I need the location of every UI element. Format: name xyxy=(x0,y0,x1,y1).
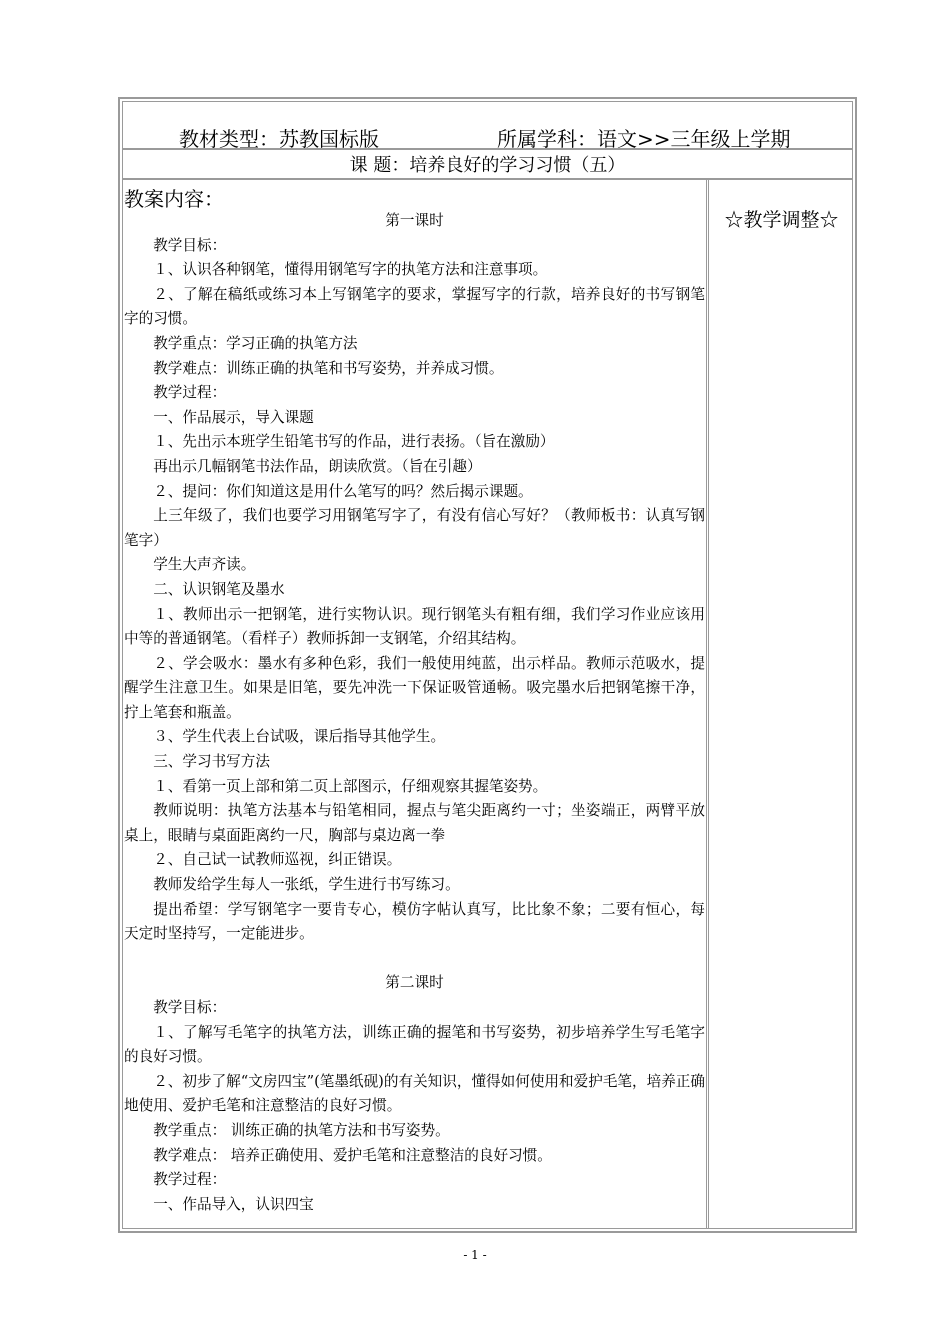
section-heading: 第二课时 xyxy=(385,974,444,992)
section-heading: 第一课时 xyxy=(385,212,444,229)
paragraph: ２、学会吸水：墨水有多种色彩，我们一般使用纯蓝，出示样品。教师示范吸水，提醒学生注意卫生。如果是旧笔，要先冲洗一下保证吸管通畅。吸完墨水后把钢笔擦干净，拧上笔套和瓶盖。 xyxy=(124,654,705,721)
paragraph: 上三年级了，我们也要学习用钢笔写字了，有没有信心写好？（教师板书：认真写钢笔字） xyxy=(124,507,705,549)
paragraph: 学生大声齐读。 xyxy=(153,556,256,574)
paragraph: 再出示几幅钢笔书法作品，朗读欣赏。（旨在引趣） xyxy=(153,457,482,475)
paragraph: 三、学习书写方法 xyxy=(153,753,270,771)
paragraph: 教学目标： xyxy=(153,999,227,1016)
paragraph: 教学过程： xyxy=(153,384,227,402)
paragraph: 教师发给学生每人一张纸，学生进行书写练习。 xyxy=(153,876,460,894)
lesson-plan-body xyxy=(124,209,705,1217)
paragraph: １、认识各种钢笔，懂得用钢笔写字的执笔方法和注意事项。 xyxy=(153,261,548,279)
paragraph: 一、作品导入，认识四宝 xyxy=(153,1195,314,1213)
textbook-type: 教材类型：苏教国标版 xyxy=(179,127,379,151)
paragraph: 教学目标： xyxy=(153,236,227,254)
teaching-adjustment-label: ☆教学调整☆ xyxy=(724,209,839,231)
column-divider xyxy=(706,180,709,1229)
paragraph: ２、了解在稿纸或练习本上写钢笔字的要求，掌握写字的行款，培养良好的书写钢笔字的习惯。 xyxy=(124,285,705,328)
header-row xyxy=(122,101,853,150)
paragraph: 提出希望：学写钢笔字一要肯专心，模仿字帖认真写，比比象不象；二要有恒心，每天定时坚持写，一定能进步。 xyxy=(124,900,705,943)
paragraph xyxy=(124,947,705,972)
lesson-title: 课 题：培养良好的学习习惯（五） xyxy=(122,152,853,180)
paragraph: 二、认识钢笔及墨水 xyxy=(153,580,285,598)
paragraph: 教学重点：学习正确的执笔方法 xyxy=(153,334,358,352)
paragraph: 教学难点： 培养正确使用、爱护毛笔和注意整洁的良好习惯。 xyxy=(153,1146,552,1164)
paragraph: ３、学生代表上台试吸，课后指导其他学生。 xyxy=(153,728,446,746)
paragraph: １、先出示本班学生铅笔书写的作品，进行表扬。（旨在激励） xyxy=(153,433,555,451)
paragraph: １、看第一页上部和第二页上部图示，仔细观察其握笔姿势。 xyxy=(153,777,548,795)
paragraph: 教学重点： 训练正确的执笔方法和书写姿势。 xyxy=(153,1121,450,1139)
paragraph: ２、自己试一试教师巡视，纠正错误。 xyxy=(153,851,402,869)
paragraph: ２、提问：你们知道这是用什么笔写的吗？然后揭示课题。 xyxy=(153,482,533,500)
paragraph: ２、初步了解“文房四宝”(笔墨纸砚)的有关知识，懂得如何使用和爱护毛笔，培养正确地使用、爱护毛笔和注意整洁的良好习惯。 xyxy=(124,1072,705,1115)
subject: 所属学科：语文>>三年级上学期 xyxy=(497,127,791,151)
paragraph: 教师说明：执笔方法基本与铅笔相同，握点与笔尖距离约一寸；坐姿端正，两臂平放桌上，眼睛与桌面距离约一尺，胸部与桌边离一拳 xyxy=(124,802,705,844)
paragraph: 教学过程： xyxy=(153,1171,227,1189)
paragraph: １、了解写毛笔字的执笔方法，训练正确的握笔和书写姿势，初步培养学生写毛笔字的良好习惯。 xyxy=(124,1023,705,1066)
paragraph: １、教师出示一把钢笔，进行实物认识。现行钢笔头有粗有细，我们学习作业应该用中等的普通钢笔。（看样子）教师拆卸一支钢笔，介绍其结构。 xyxy=(124,605,705,648)
content-label: 教案内容： xyxy=(124,187,224,211)
paragraph: 一、作品展示，导入课题 xyxy=(153,408,314,426)
paragraph: 教学难点：训练正确的执笔和书写姿势，并养成习惯。 xyxy=(153,359,504,377)
page-number: - 1 - xyxy=(463,1248,487,1262)
